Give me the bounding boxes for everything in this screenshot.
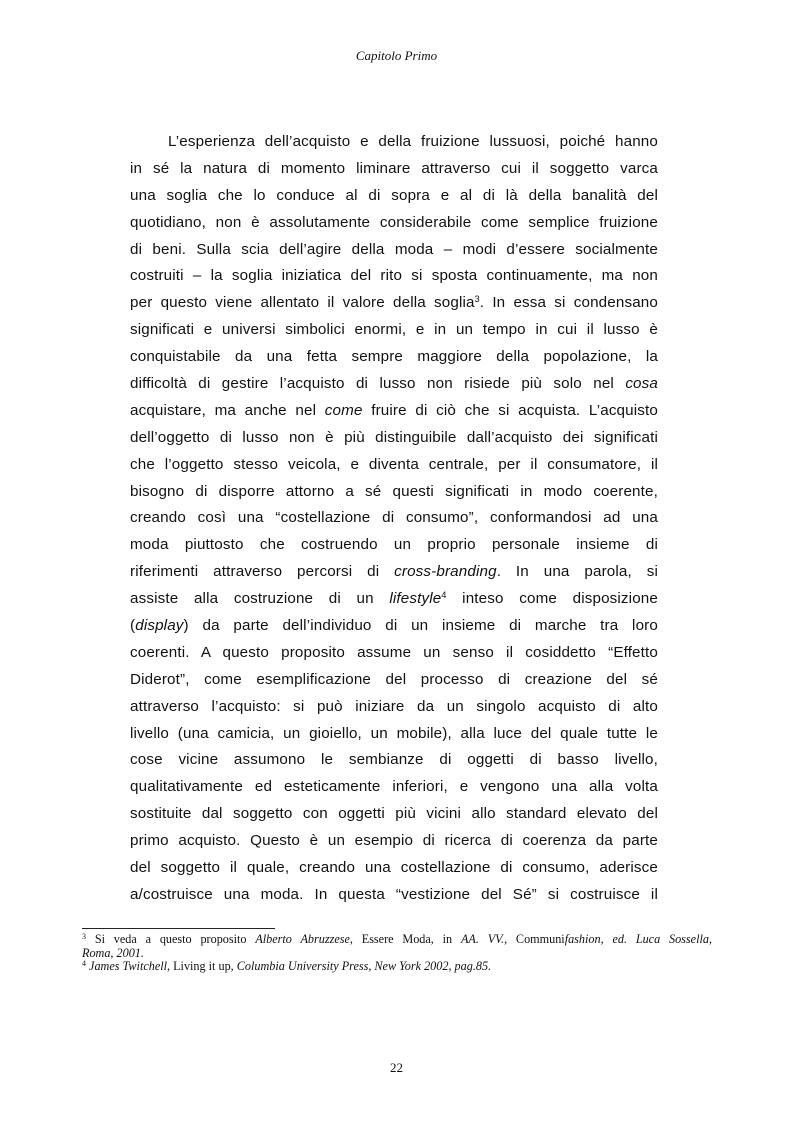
text-run: . In essa si condensano xyxy=(479,294,658,312)
text-line xyxy=(130,613,658,640)
footnote-line xyxy=(82,960,712,974)
text-line: qualitativamente ed esteticamente inferiori, e vengono una alla volta xyxy=(130,778,658,796)
footnote-line xyxy=(82,933,712,947)
italic-term: come xyxy=(324,401,363,419)
footnote-publisher: Roma, 2001. xyxy=(82,945,144,960)
running-header: Capitolo Primo xyxy=(355,48,438,63)
text-run: riferimenti attraverso percorsi di xyxy=(130,563,380,581)
text-line xyxy=(130,290,658,317)
text-run: inteso come disposizione xyxy=(462,590,658,608)
page-number: 22 xyxy=(390,1060,403,1075)
footnote-ref-4[interactable]: 4 xyxy=(441,590,447,601)
text-line: una soglia che lo conduce al di sopra e al di là della banalità del xyxy=(130,186,658,204)
text-line: dell’oggetto di lusso non è più distinguibile dall’acquisto dei significati xyxy=(130,428,658,446)
text-run: fruire di ciò che si acquista. L’acquisto xyxy=(371,401,658,419)
text-line: bisogno di disporre attorno a sé questi significati in modo coerente, xyxy=(130,482,658,500)
text-line xyxy=(130,398,658,425)
text-line xyxy=(130,586,658,613)
footnote-author: James Twitchell, xyxy=(89,959,171,973)
text-run: per questo viene allentato il valore della soglia xyxy=(130,294,475,312)
text-line xyxy=(130,371,658,398)
text-run: . In una parola, si xyxy=(496,563,658,581)
text-run: ) da parte dell’individuo di un insieme di marche tra loro xyxy=(183,617,658,635)
footnote-publisher: Columbia University Press, New York 2002, pag.85. xyxy=(236,959,492,973)
italic-term: lifestyle xyxy=(389,590,442,608)
footnote-publisher: ed. Luca Sossella, xyxy=(612,932,712,946)
footnote-4 xyxy=(82,960,712,974)
text-line: cose vicine assumono le sembianze di oggetti di basso livello, xyxy=(130,751,658,769)
text-line: quotidiano, non è assolutamente considerabile come semplice fruizione xyxy=(130,213,658,231)
italic-term: cross-branding xyxy=(394,563,497,581)
text-line: coerenti. A questo proposito assume un senso il cosiddetto “Effetto xyxy=(130,643,658,661)
text-line: moda piuttosto che costruendo un proprio personale insieme di xyxy=(130,536,658,554)
text-line: in sé la natura di momento liminare attraverso cui il soggetto varca xyxy=(130,159,658,177)
text-line: di beni. Sulla scia dell’agire della moda – modi d’essere socialmente xyxy=(130,240,658,258)
footnote-text: , Communi xyxy=(504,932,565,946)
text-line: L’esperienza dell’acquisto e della fruizione lussuosi, poiché hanno xyxy=(168,133,658,150)
italic-term: cosa xyxy=(625,375,658,393)
footnote-separator xyxy=(82,928,275,929)
footnote-text: Si veda a questo proposito xyxy=(94,932,247,946)
footnote-line xyxy=(82,947,712,961)
text-line xyxy=(130,559,658,586)
text-run: assiste alla costruzione di un xyxy=(130,590,374,608)
text-line: attraverso l’acquisto: si può iniziare da un singolo acquisto di alto xyxy=(130,697,658,715)
body-paragraph xyxy=(130,129,658,909)
footnote-text: Living it up, xyxy=(173,959,234,973)
text-line: primo acquisto. Questo è un esempio di ricerca di coerenza da parte xyxy=(130,832,658,850)
text-line: costruiti – la soglia iniziatica del rito si sposta continuamente, ma non xyxy=(130,267,658,285)
text-line: che l’oggetto stesso veicola, e diventa centrale, per il consumatore, il xyxy=(130,455,658,473)
footnote-text: , Essere Moda, in xyxy=(349,932,453,946)
footnotes xyxy=(82,933,712,974)
italic-term: display xyxy=(135,617,184,635)
footnote-title: fashion xyxy=(564,932,601,946)
text-run: difficoltà di gestire l’acquisto di lusso non risiede più solo nel xyxy=(130,375,614,393)
footnote-ref-3[interactable]: 3 xyxy=(474,294,480,305)
footnote-marker: 4 xyxy=(82,959,86,968)
footnote-marker: 3 xyxy=(82,932,86,941)
text-line: significati e universi simbolici enormi, e in un tempo in cui il lusso è xyxy=(130,321,658,339)
text-line: del soggetto il quale, creando una costellazione di consumo, aderisce xyxy=(130,859,658,877)
text-line: conquistabile da una fetta sempre maggiore della popolazione, la xyxy=(130,348,658,366)
text-run: ( xyxy=(130,617,136,635)
footnote-author: AA. VV. xyxy=(460,932,505,946)
text-line: sostituite dal soggetto con oggetti più vicini allo standard elevato del xyxy=(130,805,658,823)
footnote-3 xyxy=(82,933,712,960)
footnote-text: , xyxy=(600,932,604,946)
text-line: a/costruisce una moda. In questa “vestizione del Sé” si costruisce il xyxy=(130,885,658,903)
text-line: creando così una “costellazione di consumo”, conformandosi ad una xyxy=(130,509,658,527)
footnote-author: Alberto Abruzzese xyxy=(255,932,350,946)
text-run: acquistare, ma anche nel xyxy=(130,401,317,419)
text-line: livello (una camicia, un gioiello, un mobile), alla luce del quale tutte le xyxy=(130,724,658,742)
text-line: Diderot”, come esemplificazione del processo di creazione del sé xyxy=(130,670,658,688)
